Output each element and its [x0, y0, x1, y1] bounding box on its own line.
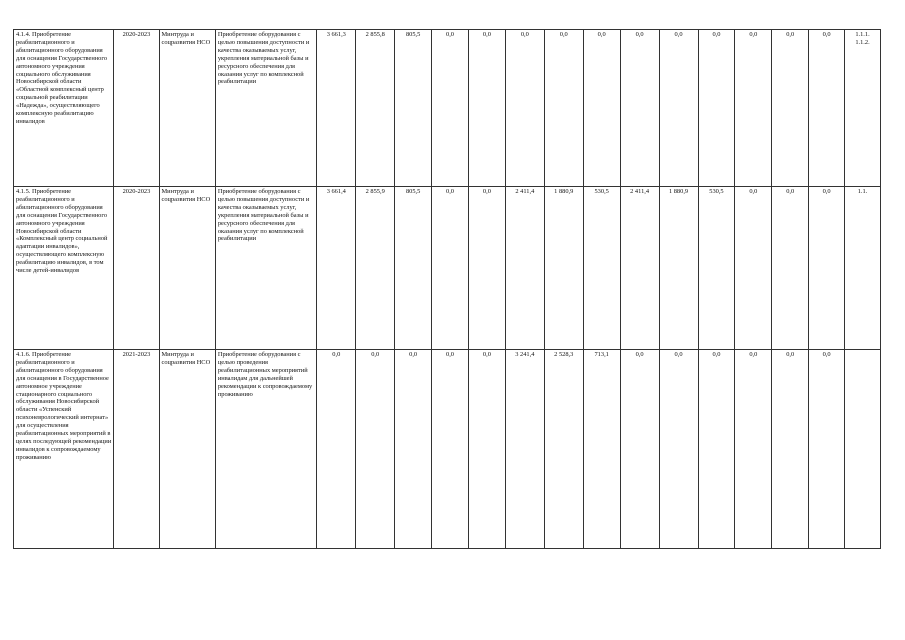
value-cell: 0,0 [809, 350, 845, 549]
value-cell: 2 411,4 [505, 187, 544, 350]
value-cell: 0,0 [735, 187, 772, 350]
value-cell: 0,0 [468, 187, 505, 350]
value-cell: 0,0 [772, 350, 809, 549]
value-cell: 0,0 [659, 30, 698, 187]
value-cell: 2 411,4 [620, 187, 659, 350]
measure-name-cell: 4.1.4. Приобретение реабилитационного и абилитационного оборудования для оснащения Государственного автономного учреждения социального обслуживания Новосибирской области «Областной комплексный центр социальной реабилитации «Надежда», осуществляющего комплексную реабилитацию инвалидов [14, 30, 114, 187]
value-cell: 2 855,8 [356, 30, 395, 187]
value-cell: 1 880,9 [544, 187, 583, 350]
table-row [14, 350, 881, 549]
executor-cell: Минтруда и соцразвития НСО [159, 30, 215, 187]
executor-cell: Минтруда и соцразвития НСО [159, 187, 215, 350]
value-cell: 713,1 [583, 350, 620, 549]
value-cell: 3 661,3 [317, 30, 356, 187]
years-cell: 2021-2023 [114, 350, 159, 549]
years-cell: 2020-2023 [114, 30, 159, 187]
executor-cell: Минтруда и соцразвития НСО [159, 350, 215, 549]
value-cell: 0,0 [698, 350, 735, 549]
value-cell: 0,0 [659, 350, 698, 549]
value-cell: 3 661,4 [317, 187, 356, 350]
indicator-cell [845, 350, 881, 549]
value-cell: 0,0 [772, 187, 809, 350]
value-cell: 530,5 [698, 187, 735, 350]
indicator-cell [845, 187, 881, 350]
indicator-ref: 1.1. [857, 188, 868, 195]
value-cell: 0,0 [620, 30, 659, 187]
years-cell: 2020-2023 [114, 187, 159, 350]
value-cell: 0,0 [468, 350, 505, 549]
value-cell: 0,0 [583, 30, 620, 187]
value-cell: 805,5 [395, 30, 432, 187]
value-cell: 530,5 [583, 187, 620, 350]
measure-name-cell: 4.1.5. Приобретение реабилитационного и абилитационного оборудования для оснащения Государственного автономного учреждения Новосибирской области «Комплексный центр социальной адаптации инвалидов», осуществляющего комплексную реабилитацию инвалидов, в том числе детей-инвалидов [14, 187, 114, 350]
value-cell: 0,0 [468, 30, 505, 187]
value-cell: 2 855,9 [356, 187, 395, 350]
value-cell: 0,0 [772, 30, 809, 187]
goal-cell: Приобретение оборудования с целью повышения доступности и качества оказываемых услуг, укрепления материальной базы и ресурсного обеспечения для оказания услуг по комплексной реабилитации [215, 30, 316, 187]
value-cell: 0,0 [356, 350, 395, 549]
value-cell: 0,0 [735, 30, 772, 187]
value-cell: 0,0 [809, 187, 845, 350]
value-cell: 1 880,9 [659, 187, 698, 350]
value-cell: 0,0 [317, 350, 356, 549]
value-cell: 0,0 [735, 350, 772, 549]
program-table [13, 29, 881, 549]
value-cell: 0,0 [505, 30, 544, 187]
measure-name-cell: 4.1.6. Приобретение реабилитационного и абилитационного оборудования для оснащения в Государственное автономное учреждение стационарного социального обслуживания Новосибирской области «Успенский психоневрологический интернат» для осуществления реабилитационных мероприятий в целях последующей рекомендации инвалидов к сопровождаемому проживанию [14, 350, 114, 549]
value-cell: 2 528,3 [544, 350, 583, 549]
value-cell: 0,0 [395, 350, 432, 549]
goal-cell: Приобретение оборудования с целью повышения доступности и качества оказываемых услуг, укрепления материальной базы и ресурсного обеспечения для оказания услуг по комплексной реабилитации [215, 187, 316, 350]
value-cell: 0,0 [544, 30, 583, 187]
value-cell: 0,0 [698, 30, 735, 187]
value-cell: 0,0 [809, 30, 845, 187]
indicator-cell [845, 30, 881, 187]
value-cell: 0,0 [432, 350, 469, 549]
value-cell: 805,5 [395, 187, 432, 350]
value-cell: 0,0 [432, 187, 469, 350]
indicator-ref: 1.1.2. [855, 38, 870, 46]
goal-cell: Приобретение оборудования с целью проведения реабилитационных мероприятий инвалидам для дальнейшей рекомендации к сопровождаемому проживанию [215, 350, 316, 549]
table-row [14, 187, 881, 350]
indicator-ref: 1.1.1. [855, 31, 870, 38]
value-cell: 0,0 [620, 350, 659, 549]
table-row [14, 30, 881, 187]
value-cell: 0,0 [432, 30, 469, 187]
value-cell: 3 241,4 [505, 350, 544, 549]
